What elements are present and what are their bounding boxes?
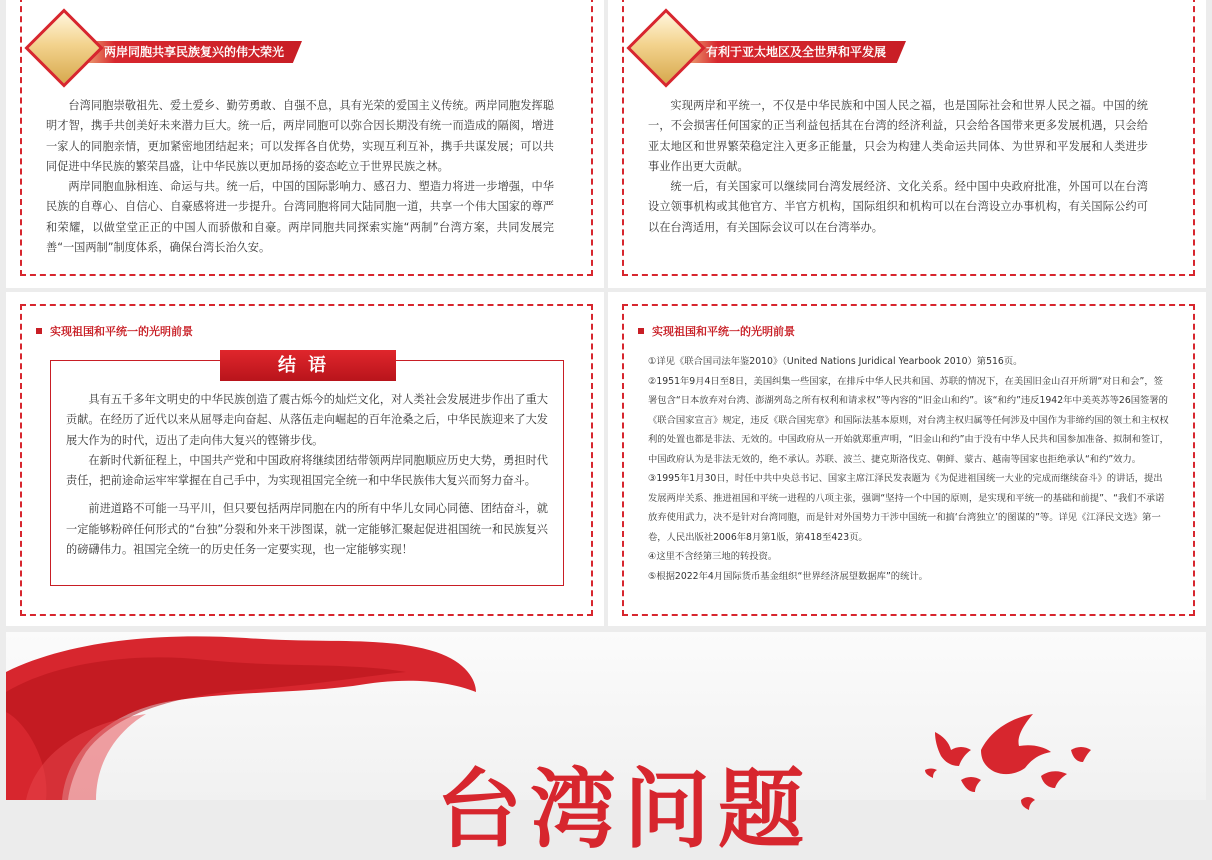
slide-panel-1 bbox=[6, 0, 604, 288]
conclusion-badge: 结语 bbox=[220, 350, 396, 381]
panel2-body bbox=[648, 96, 1148, 238]
panel4-section-heading bbox=[638, 323, 795, 339]
footnote-3: ③1995年1月30日，时任中共中央总书记、国家主席江泽民发表题为《为促进祖国统一大业的完成而继续奋斗》的讲话，提出发展两岸关系、推进祖国和平统一进程的八项主张，强调“坚持一个中国的原则，是实现和平统一的基础和前提”、“我们不承诺放弃使用武力，决不是针对台湾同胞，而是针对外国势力干涉中国统一和搞‘台湾独立’的图谋的”等。详见《江泽民文选》第一卷，人民出版社2006年8月第1版，第418至423页。 bbox=[648, 473, 1165, 543]
slide-panel-3 bbox=[6, 292, 604, 626]
panel2-paragraph-2: 统一后，有关国家可以继续同台湾发展经济、文化关系。经中国中央政府批准，外国可以在台湾设立领事机构或其他官方、半官方机构，国际组织和机构可以在台湾设立办事机构，有关国际公约可以在台湾适用，有关国际会议可以在台湾举办。 bbox=[648, 180, 1148, 234]
slide-panel-4 bbox=[608, 292, 1206, 626]
cover-title: 台湾问题 bbox=[436, 760, 812, 860]
bullet-square-icon bbox=[638, 328, 644, 334]
panel3-paragraph-2: 在新时代新征程上，中国共产党和中国政府将继续团结带领两岸同胞顺应历史大势，勇担时代责任，把前途命运牢牢掌握在自己手中，为实现祖国完全统一和中华民族伟大复兴而努力奋斗。 bbox=[66, 453, 548, 488]
footnote-5: ⑤根据2022年4月国际货币基金组织“世界经济展望数据库”的统计。 bbox=[648, 570, 928, 582]
slide-panel-2 bbox=[608, 0, 1206, 288]
panel4-section-label: 实现祖国和平统一的光明前景 bbox=[652, 325, 795, 338]
panel3-paragraph-3: 前进道路不可能一马平川，但只要包括两岸同胞在内的所有中华儿女同心同德、团结奋斗，就一定能够粉碎任何形式的“台独”分裂和外来干涉图谋，就一定能够汇聚起促进祖国统一和民族复兴的磅礴伟力。祖国完全统一的历史任务一定要实现，也一定能够实现！ bbox=[66, 502, 548, 557]
footnote-4: ④这里不含经第三地的转投资。 bbox=[648, 551, 778, 562]
panel1-paragraph-1: 台湾同胞崇敬祖先、爱土爱乡、勤劳勇敢、自强不息，具有光荣的爱国主义传统。两岸同胞发挥聪明才智，携手共创美好未来潜力巨大。统一后，两岸同胞可以弥合因长期没有统一而造成的隔阂，增进一家人的同胞亲情，更加紧密地团结起来；可以发挥各自优势，实现互利互补，携手共谋发展；可以共同促进中华民族的繁荣昌盛，让中华民族以更加昂扬的姿态屹立于世界民族之林。 bbox=[46, 99, 554, 173]
heading-ribbon bbox=[642, 34, 906, 68]
footnote-1: ①详见《联合国司法年鉴2010》（United Nations Juridical Yearbook 2010）第516页。 bbox=[648, 356, 1023, 367]
doves-icon bbox=[921, 710, 1101, 820]
panel2-paragraph-1: 实现两岸和平统一，不仅是中华民族和中国人民之福，也是国际社会和世界人民之福。中国的统一，不会损害任何国家的正当利益包括其在台湾的经济利益，只会给各国带来更多发展机遇，只会给亚太地区和世界繁荣稳定注入更多正能量，只会为构建人类命运共同体、为世界和平发展和人类进步事业作出更大贡献。 bbox=[648, 99, 1148, 173]
panel2-heading: 有利于亚太地区及全世界和平发展 bbox=[706, 45, 887, 59]
panel1-paragraph-2: 两岸同胞血脉相连、命运与共。统一后，中国的国际影响力、感召力、塑造力将进一步增强，中华民族的自尊心、自信心、自豪感将进一步提升。台湾同胞将同大陆同胞一道，共享一个伟大国家的尊严和荣耀，以做堂堂正正的中国人而骄傲和自豪。两岸同胞共同探索实施“两制”台湾方案，共同发展完善“一国两制”制度体系，确保台湾长治久安。 bbox=[46, 180, 554, 255]
panel3-section-heading bbox=[36, 323, 193, 339]
panel3-body bbox=[66, 390, 548, 560]
footnote-2: ②1951年9月4日至8日，美国纠集一些国家，在排斥中华人民共和国、苏联的情况下，在美国旧金山召开所谓“对日和会”，签署包含“日本放弃对台湾、澎湖列岛之所有权利和请求权”等内容的“旧金山和约”。该“和约”违反1942年中美英苏等26国签署的《联合国家宣言》规定，违反《联合国宪章》和国际法基本原则，对台湾主权归属等任何涉及中国作为非缔约国的领土和主权权利的处置也都是非法、无效的。中国政府从一开始就郑重声明，“旧金山和约”由于没有中华人民共和国参加准备、拟制和签订，中国政府认为是非法无效的，绝不承认。苏联、波兰、捷克斯洛伐克、朝鲜、蒙古、越南等国家也拒绝承认“和约”效力。 bbox=[648, 375, 1169, 465]
panel3-section-label: 实现祖国和平统一的光明前景 bbox=[50, 325, 193, 338]
panel1-body bbox=[46, 96, 554, 258]
panel3-paragraph-1: 具有五千多年文明史的中华民族创造了震古烁今的灿烂文化，对人类社会发展进步作出了重大贡献。在经历了近代以来从屈辱走向奋起、从落伍走向崛起的百年沧桑之后，中华民族迎来了大发展大作为的时代，迈出了走向伟大复兴的铿锵步伐。 bbox=[66, 393, 548, 447]
footnotes bbox=[648, 352, 1170, 586]
heading-ribbon bbox=[40, 34, 302, 68]
bullet-square-icon bbox=[36, 328, 42, 334]
panel1-heading: 两岸同胞共享民族复兴的伟大荣光 bbox=[104, 45, 285, 59]
cover-slide bbox=[6, 632, 1206, 860]
